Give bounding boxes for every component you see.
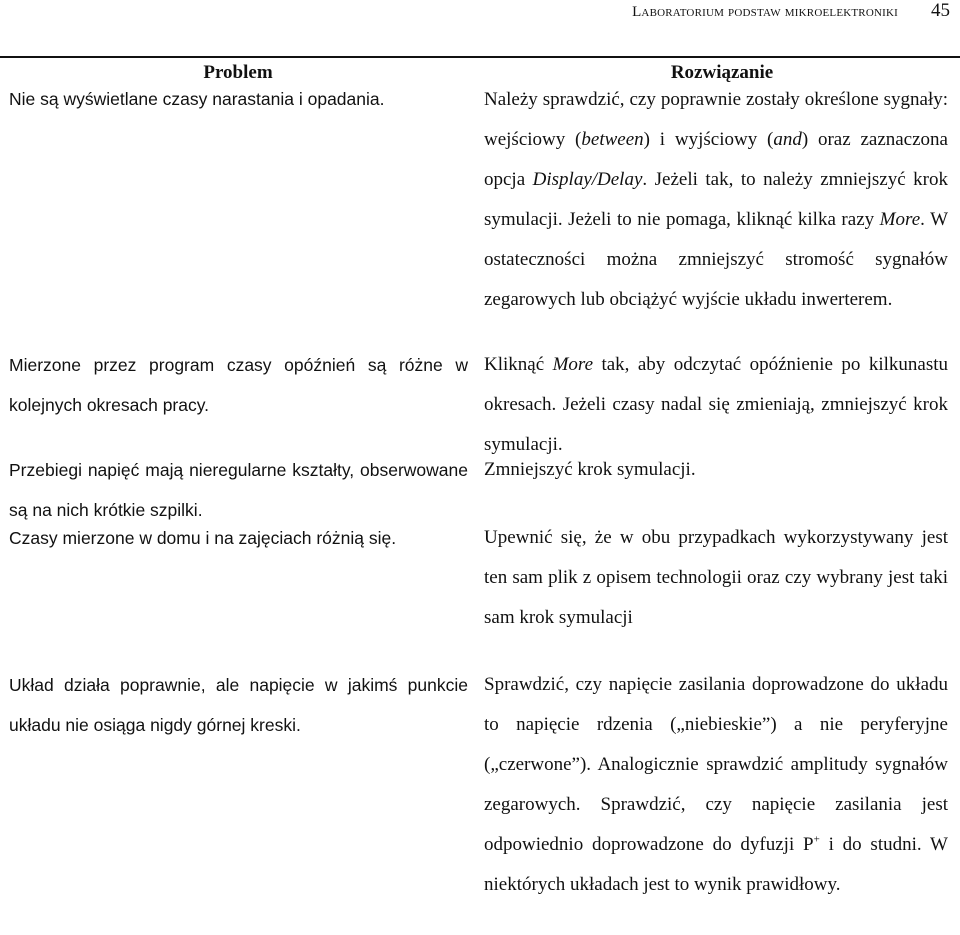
page-number: 45 [931, 0, 950, 21]
column-header-solution: Rozwiązanie [670, 62, 774, 83]
problem-cell-1: Nie są wyświetlane czasy narastania i opadania. [9, 89, 385, 109]
page-header [0, 0, 960, 30]
running-title: Laboratorium podstaw mikroelektroniki [632, 4, 898, 20]
problem-cell-2: Mierzone przez program czasy opóźnień są różne w kolejnych okresach pracy. [9, 355, 468, 415]
solution-cell-4: Upewnić się, że w obu przypadkach wykorzystywany jest ten sam plik z opisem technologii oraz czy wybrany jest taki sam krok symulacji [484, 527, 948, 628]
column-header-problem: Problem [203, 62, 273, 83]
solution-cell-2: Kliknąć More tak, aby odczytać opóźnienie po kilkunastu okresach. Jeżeli czasy nadal się zmieniają, zmniejszyć krok symulacji. [484, 354, 948, 455]
problem-cell-4: Czasy mierzone w domu i na zajęciach różnią się. [9, 528, 397, 548]
problem-cell-5: Układ działa poprawnie, ale napięcie w jakimś punkcie układu nie osiąga nigdy górnej kreski. [9, 675, 468, 735]
problem-cell-3: Przebiegi napięć mają nieregularne kształty, obserwowane są na nich krótkie szpilki. [9, 460, 468, 520]
solution-cell-3: Zmniejszyć krok symulacji. [484, 459, 696, 480]
solution-cell-5: Sprawdzić, czy napięcie zasilania doprowadzone do układu to napięcie rdzenia („niebieskie”) a nie peryferyjne („czerwone”). Analogicznie sprawdzić amplitudy sygnałów zegarowych. Sprawdzić, czy napięcie zasilania jest odpowiednio doprowadzone do dyfuzji P+ i do studni. W niektórych układach jest to wynik prawidłowy. [484, 674, 948, 895]
table-top-rule [0, 56, 960, 58]
solution-cell-1: Należy sprawdzić, czy poprawnie zostały określone sygnały: wejściowy (between) i wyjściowy (and) oraz zaznaczona opcja Display/Delay. Jeżeli tak, to należy zmniejszyć krok symulacji. Jeżeli to nie pomaga, kliknąć kilka razy More. W ostateczności można zmniejszyć stromość sygnałów zegarowych lub obciążyć wyjście układu inwerterem. [484, 89, 949, 310]
